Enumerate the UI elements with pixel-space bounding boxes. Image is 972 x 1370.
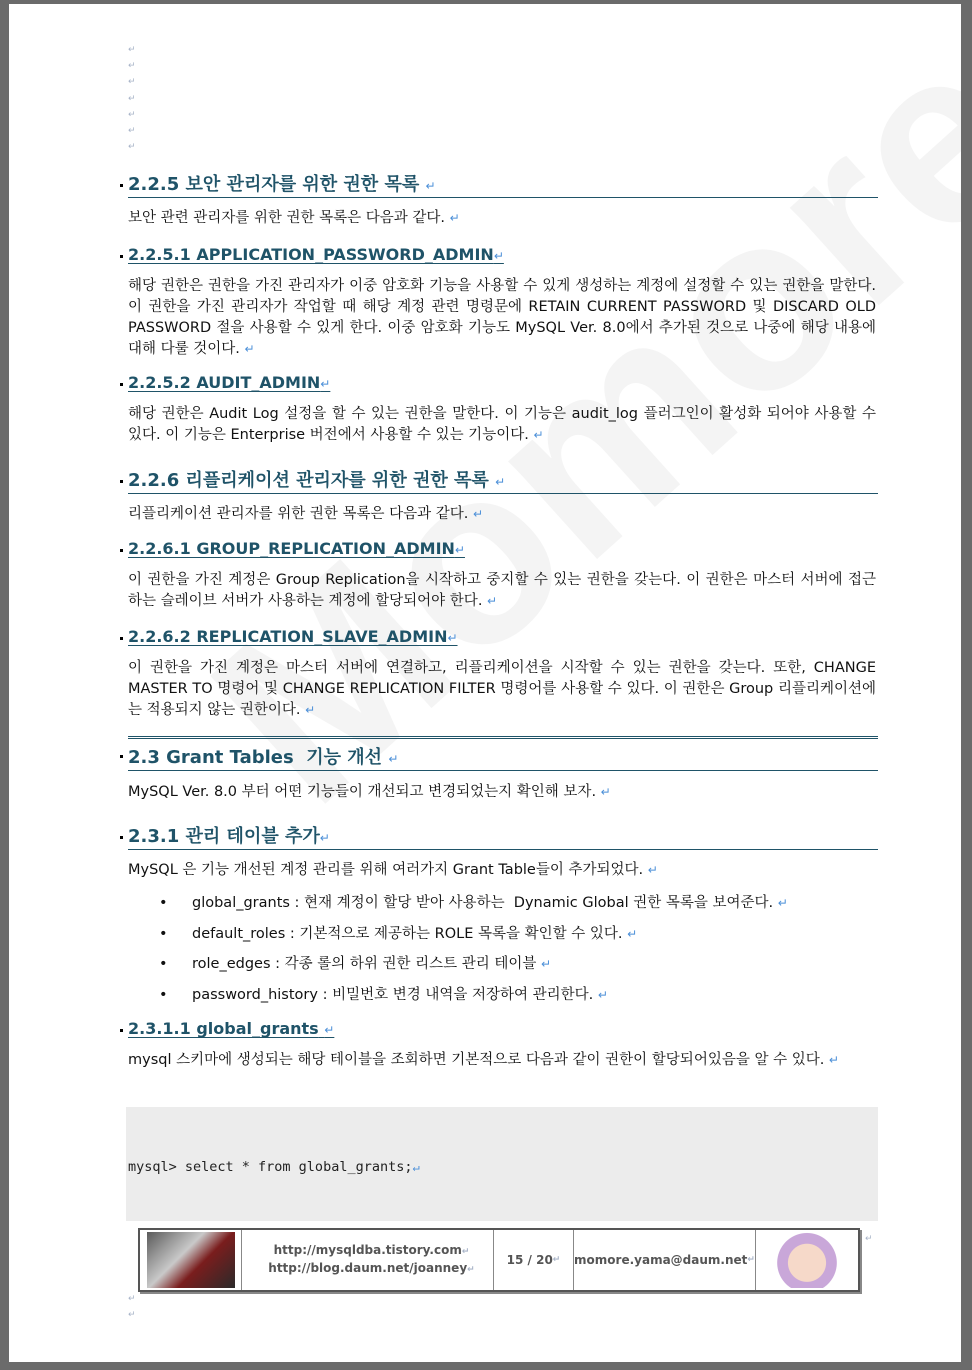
footer-right-image (756, 1230, 858, 1290)
paragraph-mark: ↵ (128, 61, 136, 72)
paragraph-mark: ↵ (128, 1310, 136, 1320)
bullet: • (159, 987, 168, 1003)
paragraph-mark: ↵ (128, 45, 136, 55)
list-item: • default_roles : 기본적으로 제공하는 ROLE 목록을 확인할 수 있다. ↵ (159, 926, 638, 942)
list-item: • password_history : 비밀번호 변경 내역을 저장하여 관리한다. ↵ (159, 987, 608, 1003)
heading-2-2-5: 2.2.5 보안 관리자를 위한 권한 목록 ↵ (128, 170, 878, 198)
avatar (147, 1232, 235, 1288)
paragraph: 이 권한을 가진 계정은 Group Replication을 시작하고 중지할 수 있는 권한을 갖는다. 이 권한은 마스터 서버에 접근하는 슬레이브 서버가 사용하는 계정에 할당되어야 한다. ↵ (128, 572, 876, 609)
paragraph: 리플리케이션 관리자를 위한 권한 목록은 다음과 같다. ↵ (128, 506, 484, 522)
paragraph: 보안 관련 관리자를 위한 권한 목록은 다음과 같다. ↵ (128, 210, 460, 226)
bullet: • (159, 926, 168, 942)
heading-2-2-6-2: 2.2.6.2 REPLICATION_SLAVE_ADMIN↵ (128, 627, 878, 646)
heading-2-3: 2.3 Grant Tables 기능 개선 ↵ (128, 736, 878, 771)
heading-2-3-1: 2.3.1 관리 테이블 추가↵ (128, 822, 878, 850)
paragraph-mark: ↵ (128, 125, 136, 136)
footer-links (242, 1230, 494, 1290)
code-line: mysql> select * from global_grants;↵ (128, 1159, 420, 1175)
bullet: • (159, 895, 168, 911)
heading-2-3-1-1: 2.3.1.1 global_grants ↵ (128, 1019, 878, 1038)
paragraph: MySQL 은 기능 개선된 계정 관리를 위해 여러가지 Grant Table들이 추가되었다. ↵ (128, 862, 658, 878)
page-number: 15 / 20 ↵ (494, 1230, 574, 1290)
heading-2-2-5-1: 2.2.5.1 APPLICATION_PASSWORD_ADMIN↵ (128, 245, 878, 264)
paragraph: 해당 권한은 Audit Log 설정을 할 수 있는 권한을 말한다. 이 기능은 audit_log 플러그인이 활성화 되어야 사용할 수 있다. 이 기능은 Enterprise 버전에서 사용할 수 있는 기능이다. ↵ (128, 406, 876, 443)
paragraph: MySQL Ver. 8.0 부터 어떤 기능들이 개선되고 변경되었는지 확인해 보자. ↵ (128, 784, 611, 800)
empty-paragraphs (128, 42, 136, 155)
paragraph-mark: ↵ (128, 1294, 136, 1304)
paragraph-mark: ↵ (128, 77, 136, 88)
paragraph: 해당 권한은 권한을 가진 관리자가 이중 암호화 기능을 사용할 수 있게 생성하는 계정에 설정할 수 있는 권한을 말한다. 이 권한을 가진 관리자가 작업할 때 해당 계정 관련 명령문에 RETAIN CURRENT PASSWORD 및 DISCARD OLD PASSWORD 절을 사용할 수 있게 한다. 이중 암호화 기능도 MySQL Ver. 8.0에서 추가된 것으로 나중에 해당 내용에 대해 다룰 것이다. ↵ (128, 278, 876, 357)
code-block (126, 1107, 878, 1221)
paragraph-mark: ↵ (128, 142, 136, 153)
paragraph: 이 권한을 가진 계정은 마스터 서버에 연결하고, 리플리케이션을 시작할 수 있는 권한을 갖는다. 또한, CHANGE MASTER TO 명령어 및 CHANGE REPLICATION FILTER 명령어를 사용할 수 있다. 이 권한은 Group 리플리케이션에는 적용되지 않는 권한이다. ↵ (128, 660, 876, 718)
document-page (9, 4, 961, 1362)
paragraph: mysql 스키마에 생성되는 해당 테이블을 조회하면 기본적으로 다음과 같이 권한이 할당되어있음을 알 수 있다. ↵ (128, 1052, 839, 1068)
heading-2-2-5-2: 2.2.5.2 AUDIT_ADMIN↵ (128, 373, 878, 392)
paragraph-mark: ↵ (128, 109, 136, 120)
blog-link-tistory[interactable]: http://mysqldba.tistory.com↵ (273, 1243, 470, 1257)
bullet: • (159, 956, 168, 972)
list-item: • role_edges : 각종 롤의 하위 권한 리스트 관리 테이블 ↵ (159, 956, 552, 972)
footer-email: momore.yama@daum.net ↵ (574, 1230, 756, 1290)
blog-link-daum[interactable]: http://blog.daum.net/joanney↵ (268, 1261, 475, 1275)
paragraph-mark: ↵ (865, 1234, 873, 1244)
list-item: • global_grants : 현재 계정이 할당 받아 사용하는 Dynamic Global 권한 목록을 보여준다. ↵ (159, 895, 788, 911)
heading-2-2-6: 2.2.6 리플리케이션 관리자를 위한 권한 목록 ↵ (128, 466, 878, 494)
footer-left-image (140, 1230, 242, 1290)
page-footer (138, 1228, 860, 1292)
return-mark: ↵ (425, 179, 436, 193)
paragraph-mark: ↵ (128, 93, 136, 104)
avatar (763, 1232, 851, 1288)
heading-2-2-6-1: 2.2.6.1 GROUP_REPLICATION_ADMIN↵ (128, 539, 878, 558)
